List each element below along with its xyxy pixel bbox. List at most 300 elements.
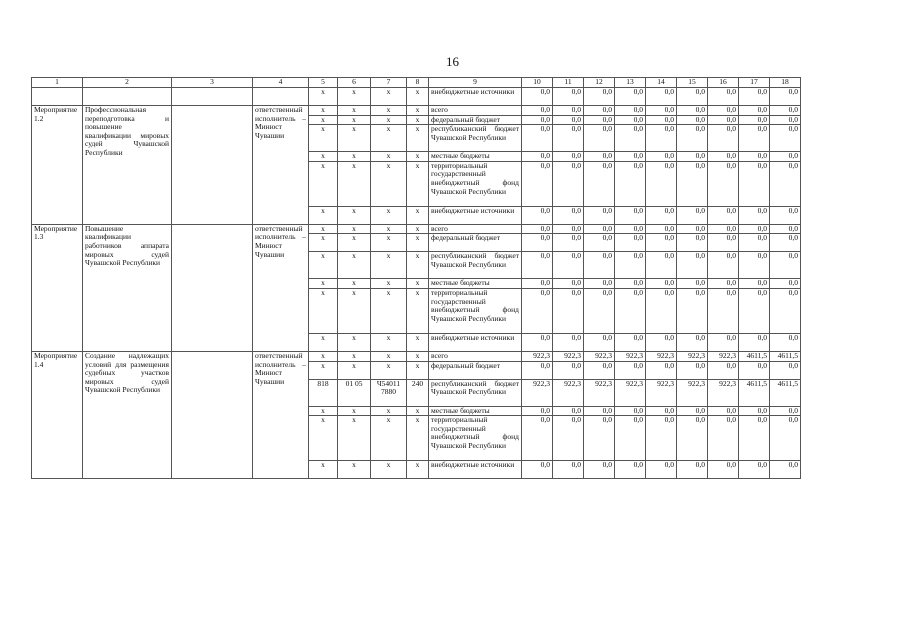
funding-source: республиканский бюджет Чувашской Республики [429,379,522,406]
code-cell: x [338,152,371,162]
value-cell: 0,0 [708,333,739,351]
measure-executor: ответственный исполнитель – Минюст Чувашии [253,224,309,351]
code-cell: x [309,161,338,206]
value-cell: 0,0 [739,125,770,152]
value-cell: 0,0 [615,406,646,416]
value-cell: 0,0 [677,279,708,289]
funding-source: местные бюджеты [429,406,522,416]
code-cell: x [309,252,338,279]
value-cell: 0,0 [770,125,801,152]
code-cell: x [338,106,371,116]
code-cell: x [371,288,407,333]
funding-source: внебюджетные источники [429,88,522,106]
value-cell: 0,0 [708,416,739,461]
value-cell: 0,0 [770,333,801,351]
header-row [32,78,801,88]
code-cell: x [371,88,407,106]
value-cell: 0,0 [739,161,770,206]
value-cell: 0,0 [553,252,584,279]
value-cell: 0,0 [646,152,677,162]
value-cell: 0,0 [615,115,646,125]
empty-cell [172,106,253,225]
value-cell: 4611,5 [770,379,801,406]
value-cell: 0,0 [739,234,770,252]
value-cell: 0,0 [522,461,553,479]
column-header: 13 [615,78,646,88]
value-cell: 0,0 [522,416,553,461]
code-cell: x [309,279,338,289]
value-cell: 0,0 [553,234,584,252]
code-cell: x [309,224,338,234]
code-cell: x [309,416,338,461]
code-cell: x [407,416,429,461]
value-cell: 0,0 [522,152,553,162]
code-cell: x [371,206,407,224]
value-cell: 0,0 [522,88,553,106]
value-cell: 0,0 [584,361,615,379]
measure-name: Повышение квалификации работников аппарата мировых судей Чувашской Республики [83,224,172,351]
code-cell: x [371,279,407,289]
value-cell: 0,0 [646,416,677,461]
column-header: 7 [371,78,407,88]
code-cell: x [407,234,429,252]
value-cell: 0,0 [677,288,708,333]
value-cell: 0,0 [584,106,615,116]
code-cell: x [407,206,429,224]
code-cell: x [309,115,338,125]
code-cell: x [309,234,338,252]
value-cell: 0,0 [739,88,770,106]
value-cell: 0,0 [615,234,646,252]
code-cell: x [338,125,371,152]
value-cell: 0,0 [708,152,739,162]
code-cell: x [338,333,371,351]
code-cell: x [371,351,407,361]
value-cell: 0,0 [770,115,801,125]
value-cell: 0,0 [522,206,553,224]
value-cell: 0,0 [770,234,801,252]
value-cell: 0,0 [584,161,615,206]
code-cell: x [309,288,338,333]
column-header: 2 [83,78,172,88]
value-cell: 0,0 [646,161,677,206]
code-cell: x [407,252,429,279]
column-header: 14 [646,78,677,88]
code-cell: x [371,252,407,279]
empty-cell [253,88,309,106]
value-cell: 0,0 [677,361,708,379]
value-cell: 0,0 [770,279,801,289]
value-cell: 0,0 [584,224,615,234]
code-cell: x [407,333,429,351]
code-cell: x [407,361,429,379]
value-cell: 0,0 [553,361,584,379]
funding-source: федеральный бюджет [429,115,522,125]
value-cell: 0,0 [708,206,739,224]
value-cell: 0,0 [584,152,615,162]
column-header: 12 [584,78,615,88]
value-cell: 0,0 [677,206,708,224]
value-cell: 0,0 [522,361,553,379]
value-cell: 0,0 [708,125,739,152]
value-cell: 0,0 [708,406,739,416]
value-cell: 0,0 [646,224,677,234]
value-cell: 922,3 [708,351,739,361]
column-header: 4 [253,78,309,88]
code-cell: x [309,152,338,162]
value-cell: 0,0 [677,152,708,162]
column-header: 16 [708,78,739,88]
measure-executor: ответственный исполнитель – Минюст Чувашии [253,351,309,478]
value-cell: 0,0 [677,106,708,116]
value-cell: 0,0 [770,461,801,479]
value-cell: 0,0 [584,206,615,224]
value-cell: 0,0 [615,279,646,289]
value-cell: 0,0 [615,361,646,379]
value-cell: 0,0 [677,161,708,206]
value-cell: 0,0 [646,252,677,279]
code-cell: x [371,125,407,152]
value-cell: 0,0 [615,333,646,351]
value-cell: 0,0 [739,279,770,289]
value-cell: 0,0 [770,106,801,116]
code-cell: x [309,125,338,152]
funding-source: всего [429,224,522,234]
value-cell: 0,0 [770,88,801,106]
value-cell: 0,0 [615,152,646,162]
value-cell: 0,0 [770,288,801,333]
value-cell: 0,0 [708,234,739,252]
value-cell: 0,0 [522,406,553,416]
funding-source: территориальный государственный внебюджетный фонд Чувашской Республики [429,161,522,206]
value-cell: 922,3 [553,351,584,361]
value-cell: 0,0 [708,106,739,116]
code-cell: x [338,252,371,279]
value-cell: 0,0 [522,279,553,289]
value-cell: 0,0 [553,333,584,351]
value-cell: 0,0 [677,115,708,125]
value-cell: 0,0 [553,416,584,461]
code-cell: x [371,224,407,234]
value-cell: 0,0 [646,288,677,333]
value-cell: 0,0 [615,161,646,206]
value-cell: 0,0 [584,88,615,106]
value-cell: 0,0 [584,252,615,279]
code-cell: x [407,288,429,333]
value-cell: 0,0 [770,361,801,379]
empty-cell [32,88,83,106]
code-cell: x [338,88,371,106]
code-cell: x [338,279,371,289]
column-header: 15 [677,78,708,88]
value-cell: 0,0 [584,234,615,252]
value-cell: 0,0 [584,279,615,289]
value-cell: 0,0 [584,416,615,461]
value-cell: 0,0 [553,106,584,116]
value-cell: 0,0 [708,88,739,106]
code-cell: x [407,461,429,479]
value-cell: 0,0 [584,333,615,351]
code-cell: x [309,351,338,361]
value-cell: 0,0 [770,252,801,279]
value-cell: 0,0 [553,88,584,106]
code-cell: x [407,115,429,125]
code-cell: x [338,416,371,461]
value-cell: 0,0 [739,106,770,116]
code-cell: x [407,279,429,289]
code-cell: x [309,461,338,479]
value-cell: 0,0 [522,252,553,279]
value-cell: 0,0 [522,161,553,206]
column-header: 17 [739,78,770,88]
value-cell: 0,0 [708,161,739,206]
funding-source: территориальный государственный внебюджетный фонд Чувашской Республики [429,416,522,461]
value-cell: 0,0 [708,252,739,279]
value-cell: 0,0 [615,206,646,224]
measure-name: Создание надлежащих условий для размещения судебных участков мировых судей Чувашской Республики [83,351,172,478]
value-cell: 0,0 [739,252,770,279]
value-cell: 0,0 [708,224,739,234]
value-cell: 0,0 [615,416,646,461]
code-cell: x [371,461,407,479]
value-cell: 0,0 [522,125,553,152]
code-cell: x [407,406,429,416]
measure-label: Мероприятие 1.2 [32,106,83,225]
funding-source: республиканский бюджет Чувашской Республики [429,252,522,279]
value-cell: 0,0 [770,224,801,234]
code-cell: x [309,406,338,416]
value-cell: 0,0 [553,406,584,416]
value-cell: 0,0 [646,88,677,106]
value-cell: 0,0 [677,416,708,461]
code-cell: x [309,106,338,116]
funding-source: местные бюджеты [429,152,522,162]
code-cell: x [371,333,407,351]
value-cell: 0,0 [553,224,584,234]
value-cell: 0,0 [553,125,584,152]
measure-name: Профессиональная переподготовка и повышение квалификации мировых судей Чувашской Республики [83,106,172,225]
funding-source: внебюджетные источники [429,461,522,479]
value-cell: 0,0 [708,461,739,479]
column-header: 6 [338,78,371,88]
value-cell: 0,0 [553,461,584,479]
value-cell: 0,0 [739,115,770,125]
code-cell: x [338,234,371,252]
value-cell: 0,0 [646,206,677,224]
value-cell: 0,0 [739,206,770,224]
value-cell: 922,3 [615,379,646,406]
code-cell: x [338,161,371,206]
value-cell: 0,0 [584,125,615,152]
value-cell: 922,3 [677,351,708,361]
value-cell: 0,0 [553,152,584,162]
code-cell: x [407,152,429,162]
code-cell: 01 05 [338,379,371,406]
code-cell: x [371,115,407,125]
value-cell: 0,0 [646,279,677,289]
code-cell: x [338,206,371,224]
value-cell: 0,0 [677,88,708,106]
measure-label: Мероприятие 1.4 [32,351,83,478]
value-cell: 0,0 [553,288,584,333]
column-header: 10 [522,78,553,88]
value-cell: 0,0 [739,333,770,351]
funding-source: федеральный бюджет [429,361,522,379]
value-cell: 0,0 [522,288,553,333]
value-cell: 0,0 [646,115,677,125]
code-cell: x [407,161,429,206]
measure-executor: ответственный исполнитель – Минюст Чувашии [253,106,309,225]
page-number: 16 [446,54,459,69]
column-header: 3 [172,78,253,88]
code-cell: x [407,88,429,106]
empty-cell [172,224,253,351]
value-cell: 0,0 [677,234,708,252]
value-cell: 4611,5 [739,351,770,361]
empty-cell [83,88,172,106]
funding-source: местные бюджеты [429,279,522,289]
value-cell: 0,0 [708,115,739,125]
code-cell: x [407,351,429,361]
value-cell: 0,0 [708,361,739,379]
value-cell: 0,0 [584,288,615,333]
code-cell: x [309,88,338,106]
value-cell: 0,0 [615,461,646,479]
value-cell: 0,0 [739,224,770,234]
code-cell: x [338,351,371,361]
value-cell: 0,0 [677,125,708,152]
value-cell: 0,0 [739,288,770,333]
value-cell: 922,3 [708,379,739,406]
value-cell: 922,3 [553,379,584,406]
code-cell: x [338,224,371,234]
value-cell: 0,0 [615,106,646,116]
value-cell: 0,0 [708,279,739,289]
value-cell: 0,0 [739,416,770,461]
value-cell: 0,0 [739,361,770,379]
code-cell: x [309,361,338,379]
empty-cell [172,351,253,478]
table-row [32,351,801,361]
value-cell: 0,0 [522,234,553,252]
value-cell: 0,0 [739,461,770,479]
value-cell: 922,3 [615,351,646,361]
value-cell: 0,0 [553,115,584,125]
value-cell: 922,3 [646,379,677,406]
value-cell: 922,3 [584,379,615,406]
code-cell: x [371,361,407,379]
code-cell: x [371,106,407,116]
value-cell: 0,0 [646,406,677,416]
value-cell: 0,0 [584,461,615,479]
value-cell: 0,0 [677,333,708,351]
value-cell: 922,3 [584,351,615,361]
column-header: 5 [309,78,338,88]
value-cell: 0,0 [677,224,708,234]
table-row [32,106,801,116]
value-cell: 0,0 [615,252,646,279]
funding-source: территориальный государственный внебюджетный фонд Чувашской Республики [429,288,522,333]
value-cell: 0,0 [553,279,584,289]
value-cell: 0,0 [615,88,646,106]
value-cell: 0,0 [615,125,646,152]
funding-source: республиканский бюджет Чувашской Республики [429,125,522,152]
value-cell: 0,0 [615,288,646,333]
code-cell: x [338,406,371,416]
code-cell: Ч54011 7880 [371,379,407,406]
value-cell: 0,0 [553,161,584,206]
value-cell: 0,0 [770,206,801,224]
value-cell: 0,0 [522,106,553,116]
code-cell: x [309,206,338,224]
value-cell: 0,0 [553,206,584,224]
value-cell: 922,3 [677,379,708,406]
value-cell: 0,0 [646,125,677,152]
value-cell: 0,0 [739,406,770,416]
code-cell: x [371,234,407,252]
empty-cell [172,88,253,106]
value-cell: 922,3 [522,379,553,406]
measure-label: Мероприятие 1.3 [32,224,83,351]
value-cell: 0,0 [646,461,677,479]
value-cell: 0,0 [770,161,801,206]
code-cell: x [338,461,371,479]
value-cell: 0,0 [522,115,553,125]
budget-table [31,77,801,479]
funding-source: всего [429,351,522,361]
code-cell: x [309,333,338,351]
value-cell: 0,0 [615,224,646,234]
value-cell: 0,0 [708,288,739,333]
value-cell: 0,0 [646,234,677,252]
value-cell: 0,0 [677,461,708,479]
value-cell: 0,0 [770,416,801,461]
funding-source: внебюджетные источники [429,206,522,224]
column-header: 8 [407,78,429,88]
code-cell: 240 [407,379,429,406]
code-cell: x [407,106,429,116]
column-header: 11 [553,78,584,88]
code-cell: x [371,152,407,162]
value-cell: 0,0 [646,361,677,379]
code-cell: x [371,416,407,461]
value-cell: 0,0 [646,106,677,116]
value-cell: 0,0 [739,152,770,162]
code-cell: x [407,125,429,152]
code-cell: x [407,224,429,234]
code-cell: x [338,361,371,379]
column-header: 9 [429,78,522,88]
table-row [32,88,801,106]
funding-source: федеральный бюджет [429,234,522,252]
value-cell: 0,0 [584,115,615,125]
code-cell: x [338,288,371,333]
code-cell: x [371,406,407,416]
value-cell: 0,0 [522,224,553,234]
table-row [32,224,801,234]
value-cell: 0,0 [677,406,708,416]
funding-source: всего [429,106,522,116]
value-cell: 0,0 [770,152,801,162]
value-cell: 0,0 [522,333,553,351]
value-cell: 922,3 [522,351,553,361]
value-cell: 0,0 [646,333,677,351]
value-cell: 0,0 [770,406,801,416]
value-cell: 4611,5 [739,379,770,406]
code-cell: 818 [309,379,338,406]
value-cell: 0,0 [584,406,615,416]
value-cell: 922,3 [646,351,677,361]
